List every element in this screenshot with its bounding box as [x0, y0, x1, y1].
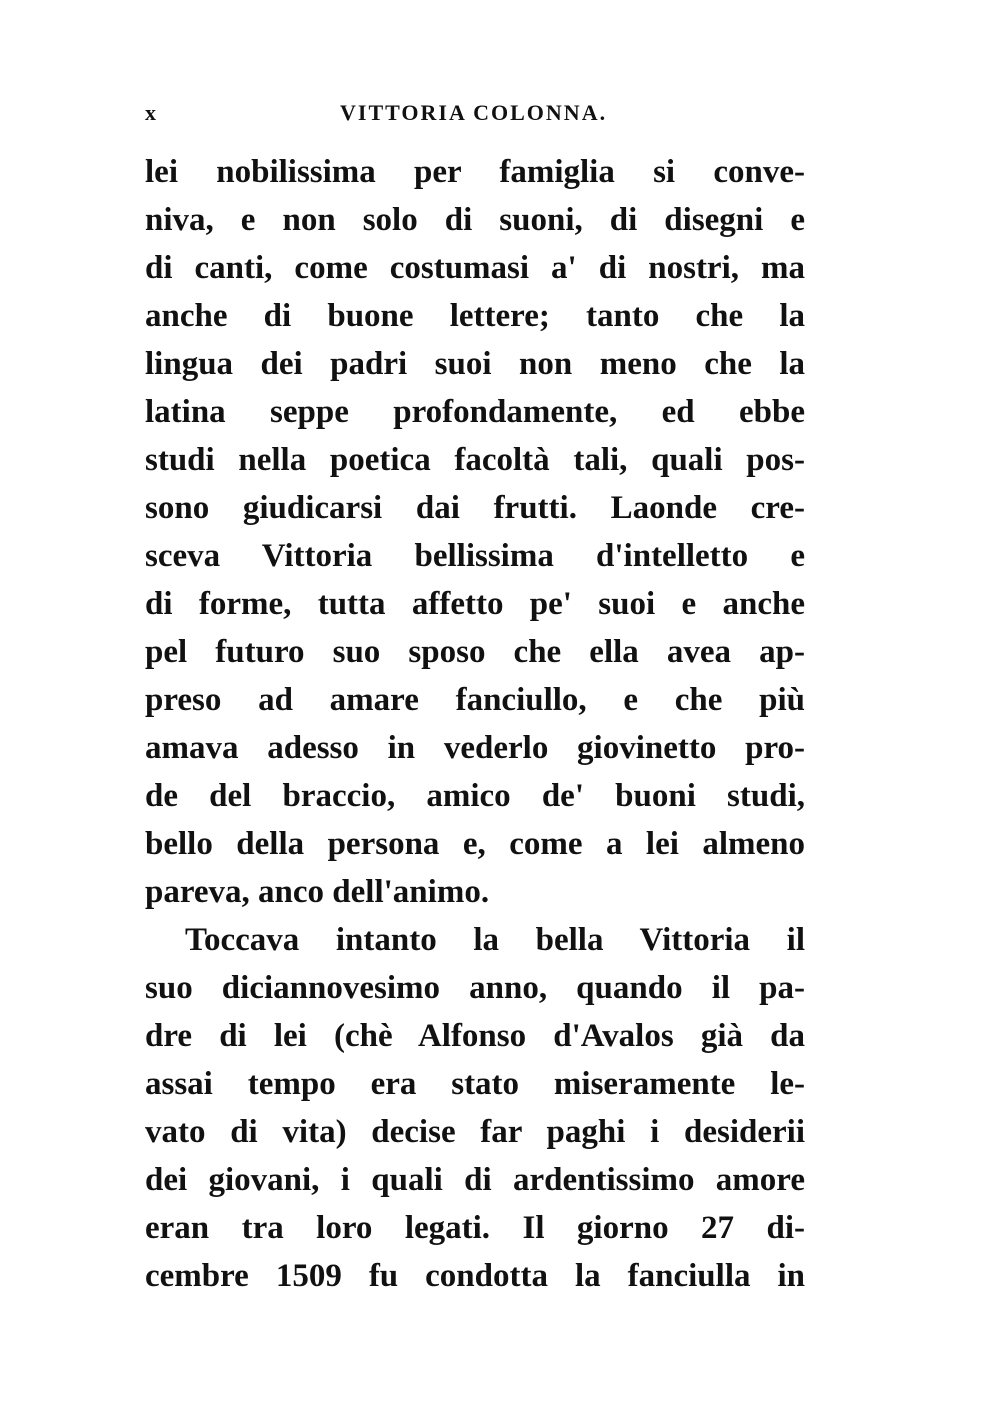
text-line: bello della persona e, come a lei almeno: [145, 826, 805, 862]
text-line: dre di lei (chè Alfonso d'Avalos già da: [145, 1018, 805, 1054]
text-line: lingua dei padri suoi non meno che la: [145, 346, 805, 382]
running-title: VITTORIA COLONNA.: [340, 100, 608, 125]
text-line: amava adesso in vederlo giovinetto pro-: [145, 730, 805, 766]
text-line: de del braccio, amico de' buoni studi,: [145, 778, 805, 814]
text-line: eran tra loro legati. Il giorno 27 di-: [145, 1210, 805, 1246]
paragraph: [145, 916, 805, 1300]
text-line: suo diciannovesimo anno, quando il pa-: [145, 970, 805, 1006]
text-line: pel futuro suo sposo che ella avea ap-: [145, 634, 805, 670]
text-line: Toccava intanto la bella Vittoria il: [185, 922, 805, 958]
page-number: x: [145, 100, 158, 125]
text-block: [145, 148, 805, 1300]
running-head: [145, 100, 615, 134]
text-line: preso ad amare fanciullo, e che più: [145, 682, 805, 718]
text-line: dei giovani, i quali di ardentissimo amore: [145, 1162, 805, 1198]
text-line: vato di vita) decise far paghi i desiderii: [145, 1114, 805, 1150]
text-line: lei nobilissima per famiglia si conve-: [145, 154, 805, 190]
text-line: anche di buone lettere; tanto che la: [145, 298, 805, 334]
text-line: di canti, come costumasi a' di nostri, ma: [145, 250, 805, 286]
text-line: sono giudicarsi dai frutti. Laonde cre-: [145, 490, 805, 526]
text-line: niva, e non solo di suoni, di disegni e: [145, 202, 805, 238]
text-line: assai tempo era stato miseramente le-: [145, 1066, 805, 1102]
paragraph: [145, 148, 805, 916]
text-line: studi nella poetica facoltà tali, quali pos-: [145, 442, 805, 478]
text-line: sceva Vittoria bellissima d'intelletto e: [145, 538, 805, 574]
text-line: pareva, anco dell'animo.: [145, 874, 490, 910]
text-line: latina seppe profondamente, ed ebbe: [145, 394, 805, 430]
text-line: cembre 1509 fu condotta la fanciulla in: [145, 1258, 805, 1294]
text-line: di forme, tutta affetto pe' suoi e anche: [145, 586, 805, 622]
